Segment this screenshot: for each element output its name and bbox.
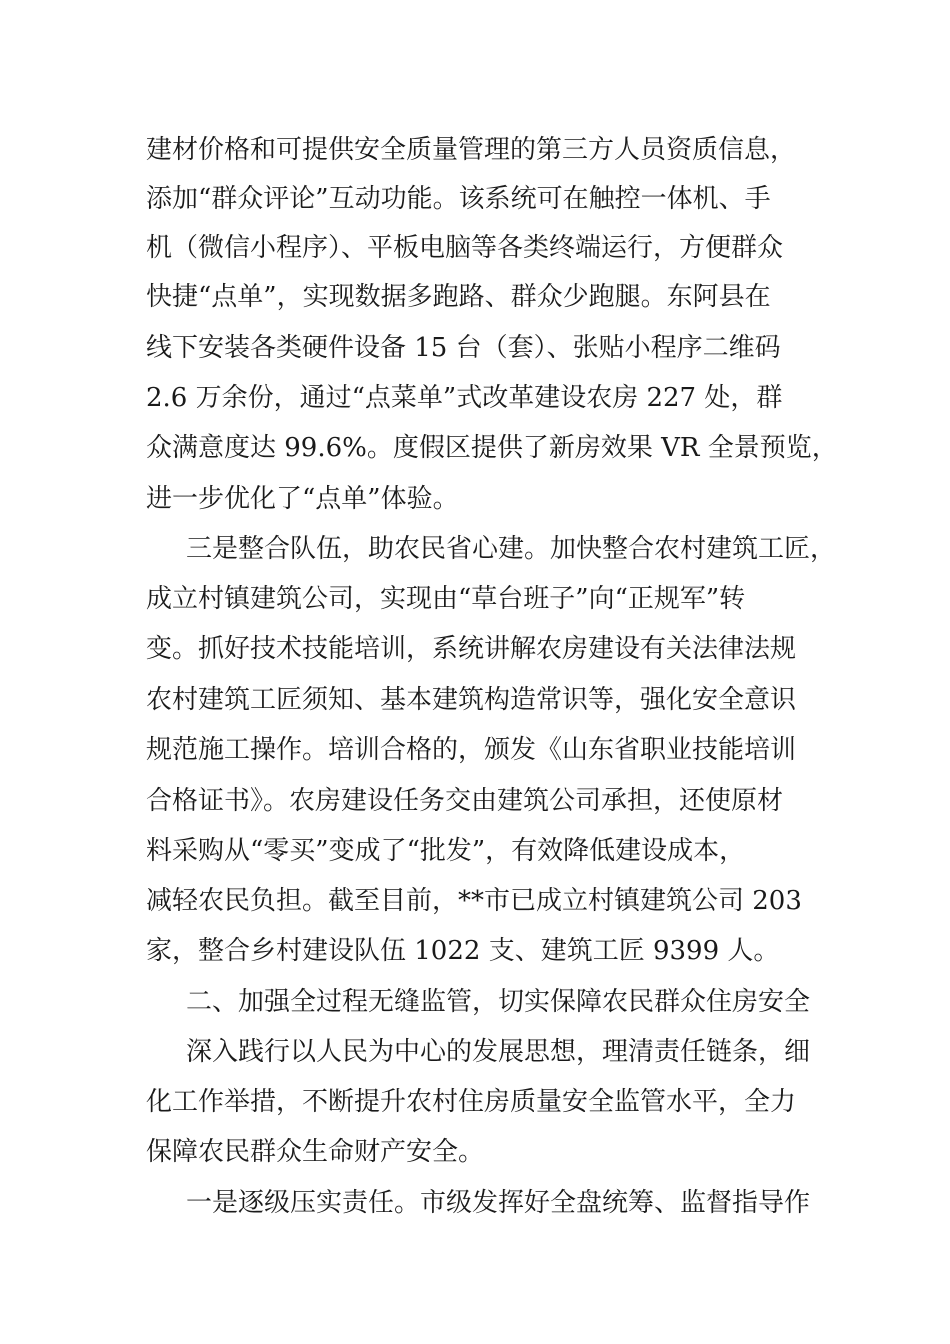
text-line: 规范施工操作。培训合格的，颁发《山东省职业技能培训 — [146, 735, 797, 765]
text-line: 快捷“点单”，实现数据多跑路、群众少跑腿。东阿县在 — [146, 282, 771, 312]
text-line: 保障农民群众生命财产安全。 — [146, 1137, 485, 1167]
text-line: 变。抓好技术技能培训，系统讲解农房建设有关法律法规 — [146, 634, 797, 664]
section-heading: 二、加强全过程无缝监管，切实保障农民群众住房安全 — [186, 987, 811, 1017]
text-line: 众满意度达 99.6%。度假区提供了新房效果 VR 全景预览， — [146, 433, 838, 463]
text-line: 家，整合乡村建设队伍 1022 支、建筑工匠 9399 人。 — [146, 936, 780, 966]
text-line: 料采购从“零买”变成了“批发”，有效降低建设成本， — [146, 836, 746, 866]
paragraph-start-line: 深入践行以人民为中心的发展思想，理清责任链条，细 — [186, 1037, 811, 1067]
paragraph-start-line: 一是逐级压实责任。市级发挥好全盘统筹、监督指导作 — [186, 1188, 811, 1218]
paragraph-start-line: 三是整合队伍，助农民省心建。加快整合农村建筑工匠， — [186, 534, 837, 564]
text-line: 2.6 万余份，通过“点菜单”式改革建设农房 227 处，群 — [146, 383, 783, 413]
text-line: 成立村镇建筑公司，实现由“草台班子”向“正规军”转 — [146, 584, 746, 614]
text-line: 合格证书》。农房建设任务交由建筑公司承担，还使原材 — [146, 786, 784, 816]
text-line: 化工作举措，不断提升农村住房质量安全监管水平，全力 — [146, 1087, 797, 1117]
text-line: 线下安装各类硬件设备 15 台（套）、张贴小程序二维码 — [146, 333, 781, 363]
text-line: 农村建筑工匠须知、基本建筑构造常识等，强化安全意识 — [146, 685, 797, 715]
text-line: 进一步优化了“点单”体验。 — [146, 484, 459, 514]
text-line: 添加“群众评论”互动功能。该系统可在触控一体机、手 — [146, 184, 771, 214]
text-line: 机（微信小程序）、平板电脑等各类终端运行，方便群众 — [146, 233, 784, 263]
text-line: 建材价格和可提供安全质量管理的第三方人员资质信息， — [146, 135, 797, 165]
text-line: 减轻农民负担。截至目前，**市已成立村镇建筑公司 203 — [146, 886, 802, 916]
